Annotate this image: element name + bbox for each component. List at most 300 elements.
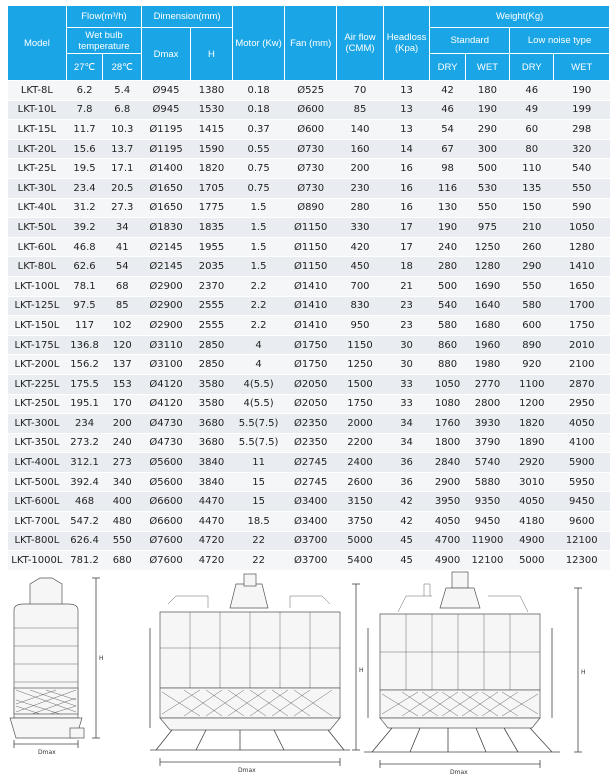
cell-model: LKT-500L bbox=[8, 472, 67, 492]
cell-fan: Ø2350 bbox=[285, 433, 337, 453]
header-low-noise: Low noise type bbox=[510, 28, 610, 54]
cell-headloss: 23 bbox=[383, 296, 430, 316]
cell-dry-low-noise: 210 bbox=[510, 218, 554, 238]
cell-model: LKT-125L bbox=[8, 296, 67, 316]
table-row bbox=[8, 159, 610, 179]
table-row bbox=[8, 218, 610, 238]
h-label-3: H bbox=[581, 669, 586, 676]
cell-fan: Ø1150 bbox=[285, 237, 337, 257]
cell-headloss: 36 bbox=[383, 453, 430, 473]
cell-flow-27: 23.4 bbox=[66, 178, 103, 198]
cell-flow-27: 39.2 bbox=[66, 218, 103, 238]
cell-dry-low-noise: 290 bbox=[510, 257, 554, 277]
cell-motor: 22 bbox=[233, 531, 285, 551]
tower-drawings bbox=[0, 568, 614, 779]
cell-wet-low-noise: 1410 bbox=[554, 257, 610, 277]
cell-airflow: 2400 bbox=[337, 453, 384, 473]
cell-flow-28: 34 bbox=[103, 218, 142, 238]
cell-motor: 11 bbox=[233, 453, 285, 473]
cell-airflow: 1250 bbox=[337, 355, 384, 375]
cell-dry-low-noise: 80 bbox=[510, 139, 554, 159]
cell-model: LKT-15L bbox=[8, 120, 67, 140]
cell-h: 1955 bbox=[190, 237, 232, 257]
header-wet-low-noise: WET bbox=[554, 54, 610, 81]
cell-dmax: Ø1650 bbox=[142, 198, 191, 218]
cell-dry-standard: 280 bbox=[430, 257, 465, 277]
cell-dry-standard: 1760 bbox=[430, 414, 465, 434]
cell-dmax: Ø6600 bbox=[142, 512, 191, 532]
cell-model: LKT-40L bbox=[8, 198, 67, 218]
cell-h: 2555 bbox=[190, 296, 232, 316]
cell-motor: 15 bbox=[233, 472, 285, 492]
cell-motor: 15 bbox=[233, 492, 285, 512]
dmax-label-1: Dmax bbox=[38, 749, 56, 756]
cell-h: 1590 bbox=[190, 139, 232, 159]
cell-wet-standard: 1640 bbox=[465, 296, 509, 316]
cell-fan: Ø1410 bbox=[285, 296, 337, 316]
cell-h: 2370 bbox=[190, 276, 232, 296]
cell-wet-standard: 2770 bbox=[465, 374, 509, 394]
cell-flow-27: 97.5 bbox=[66, 296, 103, 316]
cell-motor: 1.5 bbox=[233, 237, 285, 257]
cell-h: 4470 bbox=[190, 492, 232, 512]
cell-flow-27: 19.5 bbox=[66, 159, 103, 179]
cell-dry-low-noise: 890 bbox=[510, 335, 554, 355]
cell-dry-standard: 2840 bbox=[430, 453, 465, 473]
cell-wet-standard: 1980 bbox=[465, 355, 509, 375]
table-row bbox=[8, 335, 610, 355]
cell-wet-low-noise: 190 bbox=[554, 81, 610, 101]
cell-motor: 5.5(7.5) bbox=[233, 433, 285, 453]
cell-dry-low-noise: 4050 bbox=[510, 492, 554, 512]
small-tower-drawing bbox=[10, 578, 104, 756]
cell-model: LKT-20L bbox=[8, 139, 67, 159]
table-row bbox=[8, 453, 610, 473]
cell-airflow: 450 bbox=[337, 257, 384, 277]
cell-fan: Ø730 bbox=[285, 139, 337, 159]
cell-dry-standard: 1050 bbox=[430, 374, 465, 394]
cell-wet-standard: 1690 bbox=[465, 276, 509, 296]
header-model: Model bbox=[8, 6, 67, 81]
cell-flow-28: 10.3 bbox=[103, 120, 142, 140]
cell-wet-standard: 500 bbox=[465, 159, 509, 179]
cell-airflow: 2000 bbox=[337, 414, 384, 434]
cell-fan: Ø1750 bbox=[285, 355, 337, 375]
cell-model: LKT-30L bbox=[8, 178, 67, 198]
cell-motor: 5.5(7.5) bbox=[233, 414, 285, 434]
cell-h: 2850 bbox=[190, 335, 232, 355]
cell-motor: 0.75 bbox=[233, 178, 285, 198]
cell-model: LKT-600L bbox=[8, 492, 67, 512]
cell-model: LKT-200L bbox=[8, 355, 67, 375]
cell-wet-low-noise: 12100 bbox=[554, 531, 610, 551]
cell-wet-low-noise: 1700 bbox=[554, 296, 610, 316]
cell-motor: 2.2 bbox=[233, 296, 285, 316]
cell-model: LKT-1000L bbox=[8, 551, 67, 571]
cell-dry-low-noise: 46 bbox=[510, 81, 554, 101]
cell-wet-standard: 9450 bbox=[465, 512, 509, 532]
table-row bbox=[8, 414, 610, 434]
table-row bbox=[8, 100, 610, 120]
cell-dry-standard: 67 bbox=[430, 139, 465, 159]
header-27c: 27℃ bbox=[66, 54, 103, 81]
cell-model: LKT-350L bbox=[8, 433, 67, 453]
cell-dry-low-noise: 4180 bbox=[510, 512, 554, 532]
cell-dry-standard: 190 bbox=[430, 218, 465, 238]
cell-dry-low-noise: 580 bbox=[510, 296, 554, 316]
cell-motor: 1.5 bbox=[233, 257, 285, 277]
cell-airflow: 5400 bbox=[337, 551, 384, 571]
cell-h: 4470 bbox=[190, 512, 232, 532]
cell-flow-28: 480 bbox=[103, 512, 142, 532]
cell-h: 3840 bbox=[190, 453, 232, 473]
header-dry-standard: DRY bbox=[430, 54, 465, 81]
cell-airflow: 280 bbox=[337, 198, 384, 218]
table-row bbox=[8, 433, 610, 453]
cell-flow-28: 68 bbox=[103, 276, 142, 296]
cell-flow-28: 6.8 bbox=[103, 100, 142, 120]
dmax-label-2: Dmax bbox=[238, 767, 256, 774]
cell-dmax: Ø2900 bbox=[142, 276, 191, 296]
cell-model: LKT-225L bbox=[8, 374, 67, 394]
cell-h: 2555 bbox=[190, 316, 232, 336]
header-motor: Motor (Kw) bbox=[233, 6, 285, 81]
cell-flow-28: 85 bbox=[103, 296, 142, 316]
cell-wet-standard: 1680 bbox=[465, 316, 509, 336]
cell-dmax: Ø2145 bbox=[142, 237, 191, 257]
cell-flow-28: 200 bbox=[103, 414, 142, 434]
cell-wet-standard: 5740 bbox=[465, 453, 509, 473]
cell-dmax: Ø2900 bbox=[142, 296, 191, 316]
cell-wet-standard: 1250 bbox=[465, 237, 509, 257]
cell-headloss: 42 bbox=[383, 492, 430, 512]
cell-fan: Ø3700 bbox=[285, 551, 337, 571]
cell-motor: 22 bbox=[233, 551, 285, 571]
cell-fan: Ø1750 bbox=[285, 335, 337, 355]
cell-flow-27: 15.6 bbox=[66, 139, 103, 159]
cell-h: 1530 bbox=[190, 100, 232, 120]
cell-headloss: 13 bbox=[383, 120, 430, 140]
cell-airflow: 1750 bbox=[337, 394, 384, 414]
cell-dry-standard: 2900 bbox=[430, 472, 465, 492]
cell-wet-low-noise: 540 bbox=[554, 159, 610, 179]
cell-flow-28: 17.1 bbox=[103, 159, 142, 179]
cell-wet-low-noise: 2010 bbox=[554, 335, 610, 355]
cell-wet-low-noise: 2950 bbox=[554, 394, 610, 414]
cell-wet-low-noise: 5900 bbox=[554, 453, 610, 473]
cell-wet-standard: 1280 bbox=[465, 257, 509, 277]
cell-fan: Ø1150 bbox=[285, 218, 337, 238]
cell-flow-28: 153 bbox=[103, 374, 142, 394]
cell-fan: Ø2050 bbox=[285, 374, 337, 394]
table-row bbox=[8, 374, 610, 394]
cell-h: 1775 bbox=[190, 198, 232, 218]
cell-flow-27: 11.7 bbox=[66, 120, 103, 140]
cell-dmax: Ø5600 bbox=[142, 453, 191, 473]
cell-airflow: 70 bbox=[337, 81, 384, 101]
cell-fan: Ø3700 bbox=[285, 531, 337, 551]
cell-dmax: Ø1195 bbox=[142, 139, 191, 159]
cell-wet-standard: 290 bbox=[465, 120, 509, 140]
header-wet-bulb: Wet bulb temperature bbox=[66, 28, 141, 54]
cell-wet-low-noise: 1750 bbox=[554, 316, 610, 336]
table-row bbox=[8, 512, 610, 532]
header-weight: Weight(Kg) bbox=[430, 6, 610, 28]
cell-model: LKT-8L bbox=[8, 81, 67, 101]
cell-wet-standard: 9350 bbox=[465, 492, 509, 512]
cell-wet-standard: 2800 bbox=[465, 394, 509, 414]
cell-dry-standard: 4900 bbox=[430, 551, 465, 571]
cell-dry-standard: 500 bbox=[430, 276, 465, 296]
cell-flow-28: 41 bbox=[103, 237, 142, 257]
cell-flow-27: 7.8 bbox=[66, 100, 103, 120]
cell-airflow: 1500 bbox=[337, 374, 384, 394]
cell-dmax: Ø1650 bbox=[142, 178, 191, 198]
cell-motor: 0.18 bbox=[233, 81, 285, 101]
table-row bbox=[8, 472, 610, 492]
cell-dry-standard: 54 bbox=[430, 120, 465, 140]
cell-dmax: Ø4730 bbox=[142, 414, 191, 434]
table-row bbox=[8, 198, 610, 218]
header-flow: Flow(m³/h) bbox=[66, 6, 141, 28]
cell-flow-27: 547.2 bbox=[66, 512, 103, 532]
cell-headloss: 34 bbox=[383, 433, 430, 453]
cell-dmax: Ø3100 bbox=[142, 355, 191, 375]
cell-wet-low-noise: 2870 bbox=[554, 374, 610, 394]
cell-headloss: 16 bbox=[383, 178, 430, 198]
cell-airflow: 2600 bbox=[337, 472, 384, 492]
cell-headloss: 30 bbox=[383, 335, 430, 355]
cell-motor: 1.5 bbox=[233, 198, 285, 218]
cell-fan: Ø600 bbox=[285, 100, 337, 120]
cell-airflow: 140 bbox=[337, 120, 384, 140]
cell-model: LKT-50L bbox=[8, 218, 67, 238]
cell-flow-28: 102 bbox=[103, 316, 142, 336]
header-h: H bbox=[190, 28, 232, 81]
header-28c: 28℃ bbox=[103, 54, 142, 81]
cell-flow-28: 240 bbox=[103, 433, 142, 453]
cell-fan: Ø1410 bbox=[285, 276, 337, 296]
cell-wet-low-noise: 9600 bbox=[554, 512, 610, 532]
cell-dry-low-noise: 1890 bbox=[510, 433, 554, 453]
cell-dmax: Ø7600 bbox=[142, 531, 191, 551]
header-wet-standard: WET bbox=[465, 54, 509, 81]
cell-flow-27: 31.2 bbox=[66, 198, 103, 218]
cell-fan: Ø730 bbox=[285, 178, 337, 198]
cell-headloss: 18 bbox=[383, 257, 430, 277]
cell-wet-low-noise: 1650 bbox=[554, 276, 610, 296]
cell-wet-low-noise: 4100 bbox=[554, 433, 610, 453]
cell-airflow: 2200 bbox=[337, 433, 384, 453]
cell-dry-low-noise: 150 bbox=[510, 198, 554, 218]
table-row bbox=[8, 355, 610, 375]
cell-wet-standard: 550 bbox=[465, 198, 509, 218]
cell-h: 3840 bbox=[190, 472, 232, 492]
cell-dry-low-noise: 5000 bbox=[510, 551, 554, 571]
cell-flow-27: 46.8 bbox=[66, 237, 103, 257]
cell-model: LKT-700L bbox=[8, 512, 67, 532]
cell-flow-27: 273.2 bbox=[66, 433, 103, 453]
cell-headloss: 42 bbox=[383, 512, 430, 532]
cell-dry-standard: 880 bbox=[430, 355, 465, 375]
table-row bbox=[8, 394, 610, 414]
cell-headloss: 45 bbox=[383, 551, 430, 571]
cell-flow-28: 20.5 bbox=[103, 178, 142, 198]
cell-airflow: 200 bbox=[337, 159, 384, 179]
cell-dry-low-noise: 1820 bbox=[510, 414, 554, 434]
cell-flow-27: 78.1 bbox=[66, 276, 103, 296]
cell-h: 1705 bbox=[190, 178, 232, 198]
cell-motor: 4 bbox=[233, 335, 285, 355]
cell-dmax: Ø4730 bbox=[142, 433, 191, 453]
cell-model: LKT-10L bbox=[8, 100, 67, 120]
table-row bbox=[8, 316, 610, 336]
header-dimension: Dimension(mm) bbox=[142, 6, 233, 28]
cell-dry-low-noise: 110 bbox=[510, 159, 554, 179]
cell-headloss: 17 bbox=[383, 237, 430, 257]
header-standard: Standard bbox=[430, 28, 510, 54]
cell-fan: Ø730 bbox=[285, 159, 337, 179]
cell-airflow: 160 bbox=[337, 139, 384, 159]
cell-flow-27: 234 bbox=[66, 414, 103, 434]
cell-headloss: 16 bbox=[383, 198, 430, 218]
cell-wet-standard: 975 bbox=[465, 218, 509, 238]
cell-flow-27: 392.4 bbox=[66, 472, 103, 492]
cell-h: 1835 bbox=[190, 218, 232, 238]
cell-flow-28: 13.7 bbox=[103, 139, 142, 159]
cell-dry-standard: 116 bbox=[430, 178, 465, 198]
cell-wet-standard: 530 bbox=[465, 178, 509, 198]
cell-h: 3680 bbox=[190, 414, 232, 434]
cell-headloss: 33 bbox=[383, 374, 430, 394]
cell-dry-low-noise: 920 bbox=[510, 355, 554, 375]
cell-motor: 0.55 bbox=[233, 139, 285, 159]
cell-wet-low-noise: 1050 bbox=[554, 218, 610, 238]
table-row bbox=[8, 257, 610, 277]
cell-wet-low-noise: 590 bbox=[554, 198, 610, 218]
table-row bbox=[8, 237, 610, 257]
cell-airflow: 5000 bbox=[337, 531, 384, 551]
header-fan: Fan (mm) bbox=[285, 6, 337, 81]
cell-fan: Ø3400 bbox=[285, 512, 337, 532]
cell-dmax: Ø6600 bbox=[142, 492, 191, 512]
cell-dmax: Ø3110 bbox=[142, 335, 191, 355]
cell-motor: 1.5 bbox=[233, 218, 285, 238]
cell-fan: Ø600 bbox=[285, 120, 337, 140]
cell-fan: Ø1410 bbox=[285, 316, 337, 336]
header-dry-low-noise: DRY bbox=[510, 54, 554, 81]
cell-dry-standard: 540 bbox=[430, 296, 465, 316]
cell-model: LKT-150L bbox=[8, 316, 67, 336]
medium-tower-drawing bbox=[150, 574, 364, 774]
cell-headloss: 30 bbox=[383, 355, 430, 375]
cell-dry-low-noise: 1200 bbox=[510, 394, 554, 414]
header-dmax: Dmax bbox=[142, 28, 191, 81]
cell-motor: 4(5.5) bbox=[233, 394, 285, 414]
cell-dry-standard: 42 bbox=[430, 81, 465, 101]
cell-dry-standard: 240 bbox=[430, 237, 465, 257]
cell-model: LKT-300L bbox=[8, 414, 67, 434]
dmax-label-3: Dmax bbox=[450, 769, 468, 776]
table-row bbox=[8, 120, 610, 140]
cell-wet-standard: 180 bbox=[465, 81, 509, 101]
cell-model: LKT-60L bbox=[8, 237, 67, 257]
cell-h: 1820 bbox=[190, 159, 232, 179]
cell-airflow: 3750 bbox=[337, 512, 384, 532]
cell-dmax: Ø2900 bbox=[142, 316, 191, 336]
cell-model: LKT-800L bbox=[8, 531, 67, 551]
cell-dry-low-noise: 4900 bbox=[510, 531, 554, 551]
cell-flow-28: 400 bbox=[103, 492, 142, 512]
cell-wet-low-noise: 1280 bbox=[554, 237, 610, 257]
cell-h: 3580 bbox=[190, 394, 232, 414]
cell-motor: 4 bbox=[233, 355, 285, 375]
cell-flow-27: 626.4 bbox=[66, 531, 103, 551]
cell-dry-standard: 1080 bbox=[430, 394, 465, 414]
cell-flow-27: 195.1 bbox=[66, 394, 103, 414]
cell-dry-low-noise: 135 bbox=[510, 178, 554, 198]
cell-wet-low-noise: 4050 bbox=[554, 414, 610, 434]
cell-dmax: Ø1830 bbox=[142, 218, 191, 238]
cell-headloss: 16 bbox=[383, 159, 430, 179]
cell-wet-standard: 190 bbox=[465, 100, 509, 120]
cell-headloss: 21 bbox=[383, 276, 430, 296]
cell-h: 4720 bbox=[190, 531, 232, 551]
cell-dmax: Ø5600 bbox=[142, 472, 191, 492]
large-tower-drawing bbox=[364, 572, 586, 776]
cell-fan: Ø2350 bbox=[285, 414, 337, 434]
cell-fan: Ø2050 bbox=[285, 394, 337, 414]
cell-airflow: 830 bbox=[337, 296, 384, 316]
cell-fan: Ø890 bbox=[285, 198, 337, 218]
cell-flow-28: 27.3 bbox=[103, 198, 142, 218]
cell-motor: 2.2 bbox=[233, 316, 285, 336]
cell-headloss: 34 bbox=[383, 414, 430, 434]
cell-wet-low-noise: 2100 bbox=[554, 355, 610, 375]
cell-flow-27: 175.5 bbox=[66, 374, 103, 394]
cell-flow-27: 117 bbox=[66, 316, 103, 336]
cell-flow-28: 170 bbox=[103, 394, 142, 414]
h-label-1: H bbox=[99, 655, 104, 662]
cell-dry-low-noise: 2920 bbox=[510, 453, 554, 473]
cell-airflow: 230 bbox=[337, 178, 384, 198]
cell-h: 1380 bbox=[190, 81, 232, 101]
cell-flow-27: 136.8 bbox=[66, 335, 103, 355]
cell-h: 1415 bbox=[190, 120, 232, 140]
specification-table bbox=[7, 5, 610, 571]
cell-wet-standard: 5880 bbox=[465, 472, 509, 492]
cell-wet-standard: 12100 bbox=[465, 551, 509, 571]
cell-headloss: 13 bbox=[383, 81, 430, 101]
cell-model: LKT-100L bbox=[8, 276, 67, 296]
cell-dry-standard: 98 bbox=[430, 159, 465, 179]
cell-headloss: 45 bbox=[383, 531, 430, 551]
cell-dry-low-noise: 600 bbox=[510, 316, 554, 336]
cell-dry-standard: 130 bbox=[430, 198, 465, 218]
table-header bbox=[8, 6, 610, 81]
cell-dry-standard: 3950 bbox=[430, 492, 465, 512]
cell-flow-27: 6.2 bbox=[66, 81, 103, 101]
cell-dry-standard: 4050 bbox=[430, 512, 465, 532]
table-row bbox=[8, 531, 610, 551]
table-row bbox=[8, 139, 610, 159]
cell-model: LKT-250L bbox=[8, 394, 67, 414]
cell-motor: 2.2 bbox=[233, 276, 285, 296]
cell-h: 4720 bbox=[190, 551, 232, 571]
cell-airflow: 1150 bbox=[337, 335, 384, 355]
header-headloss: Headloss (Kpa) bbox=[383, 6, 430, 81]
cell-dmax: Ø7600 bbox=[142, 551, 191, 571]
